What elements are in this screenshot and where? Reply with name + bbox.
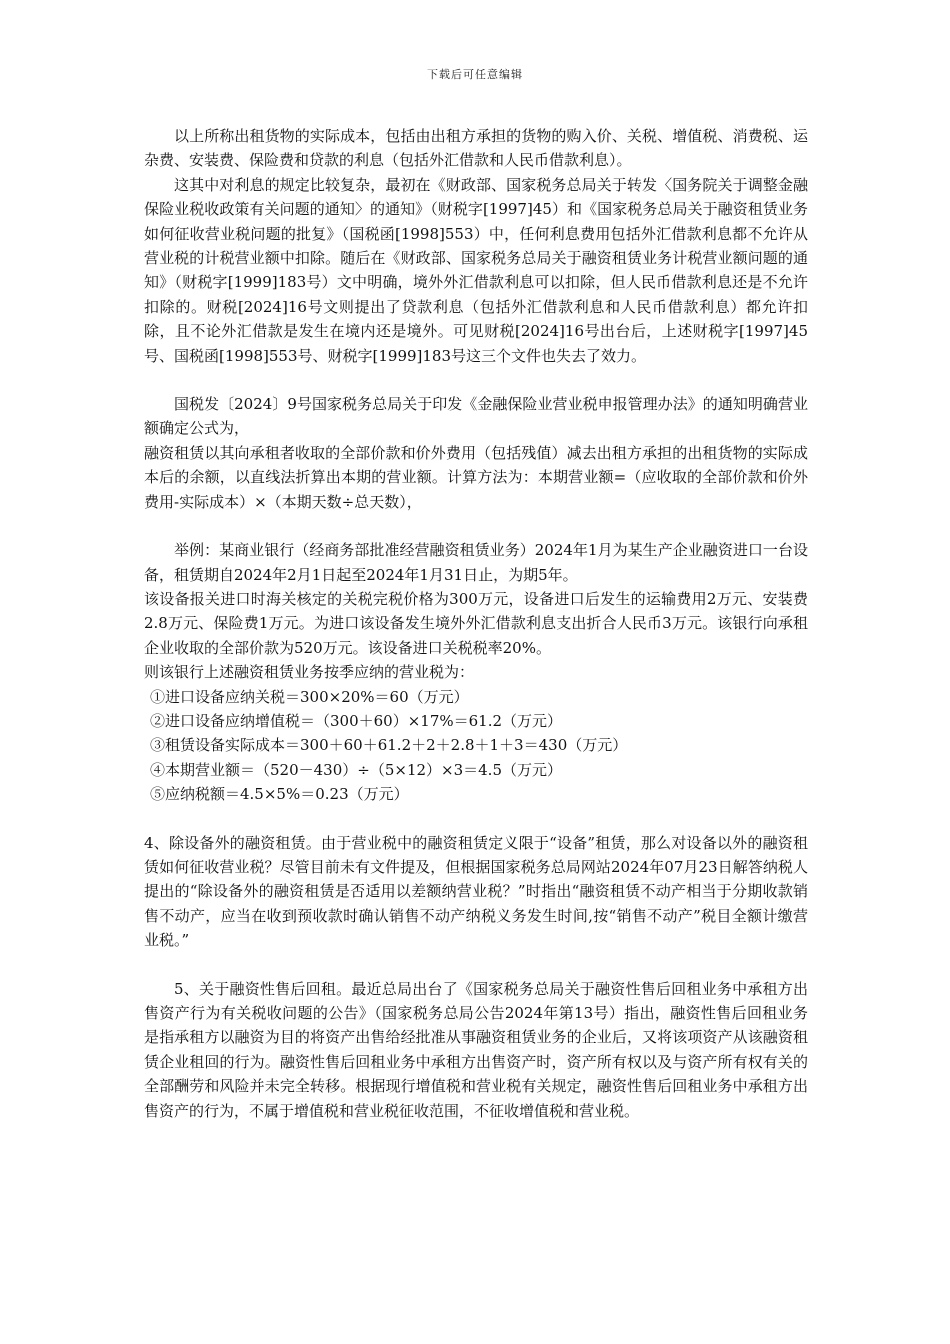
calculation-item: ②进口设备应纳增值税＝（300＋60）×17%＝61.2（万元） bbox=[150, 711, 563, 730]
paragraph-section-4: 4、除设备外的融资租赁。由于营业税中的融资租赁定义限于“设备”租赁，那么对设备以外的融资租赁如何征收营业税？尽管目前未有文件提及，但根据国家税务总局网站2024年07月23日解答纳税人提出的“除设备外的融资租赁是否适用以差额纳营业税？”时指出“融资租赁不动产相当于分期收款销售不动产，应当在收到预收款时确认销售不动产纳税义务发生时间,按“销售不动产”税目全额计缴营业税。” bbox=[144, 833, 808, 950]
spacer bbox=[144, 514, 808, 538]
page-header: 下载后可任意编辑 bbox=[427, 68, 523, 81]
calculation-item: ⑤应纳税额＝4.5×5%＝0.23（万元） bbox=[150, 785, 409, 804]
paragraph-notice: 国税发〔2024〕9号国家税务总局关于印发《金融保险业营业税申报管理办法》的通知明确营业额确定公式为， bbox=[144, 395, 808, 438]
calculation-item: ①进口设备应纳关税＝300×20%＝60（万元） bbox=[150, 687, 469, 706]
paragraph-example-details: 该设备报关进口时海关核定的关税完税价格为300万元，设备进口后发生的运输费用2万元、安装费2.8万元、保险费1万元。为进口该设备发生境外外汇借款利息支出折合人民币3万元。该银行向承租企业收取的全部价款为520万元。该设备进口关税税率20%。 bbox=[144, 589, 808, 657]
paragraph-section-5: 5、关于融资性售后回租。最近总局出台了《国家税务总局关于融资性售后回租业务中承租方出售资产行为有关税收问题的公告》（国家税务总局公告2024年第13号）指出，融资性售后回租业务是指承租方以融资为目的将资产出售给经批准从事融资租赁业务的企业后，又将该项资产从该融资租赁企业租回的行为。融资性售后回租业务中承租方出售资产时，资产所有权以及与资产所有权有关的全部酬劳和风险并未完全转移。根据现行增值税和营业税有关规定，融资性售后回租业务中承租方出售资产的行为，不属于增值税和营业税征收范围，不征收增值税和营业税。 bbox=[144, 979, 808, 1120]
paragraph-formula: 融资租赁以其向承租者收取的全部价款和价外费用（包括残值）减去出租方承担的出租货物的实际成本后的余额，以直线法折算出本期的营业额。计算方法为：本期营业额=（应收取的全部价款和价外费用-实际成本）×（本期天数÷总天数）， bbox=[144, 443, 808, 511]
paragraph-example: 举例：某商业银行（经商务部批准经营融资租赁业务）2024年1月为某生产企业融资进口一台设备，租赁期自2024年2月1日起至2024年1月31日止，为期5年。 bbox=[144, 541, 808, 584]
spacer bbox=[144, 807, 808, 831]
spacer bbox=[144, 953, 808, 977]
paragraph-interest-rules: 这其中对利息的规定比较复杂，最初在《财政部、国家税务总局关于转发〈国务院关于调整金融保险业税收政策有关问题的通知〉的通知》（财税字[1997]45）和《国家税务总局关于融资租赁业务如何征收营业税问题的批复》（国税函[1998]553）中，任何利息费用包括外汇借款利息都不允许从营业税的计税营业额中扣除。随后在《财政部、国家税务总局关于融资租赁业务计税营业额问题的通知》（财税字[1999]183号）文中明确，境外外汇借款利息可以扣除，但人民币借款利息还是不允许扣除的。财税[2024]16号文则提出了贷款利息（包括外汇借款利息和人民币借款利息）都允许扣除，且不论外汇借款是发生在境内还是境外。可见财税[2024]16号出台后，上述财税字[1997]45号、国税函[1998]553号、财税字[1999]183号这三个文件也失去了效力。 bbox=[144, 175, 808, 365]
spacer bbox=[144, 368, 808, 392]
paragraph-calculation-intro: 则该银行上述融资租赁业务按季应纳的营业税为： bbox=[144, 663, 475, 682]
paragraph-rental-cost: 以上所称出租货物的实际成本，包括由出租方承担的货物的购入价、关税、增值税、消费税、运杂费、安装费、保险费和贷款的利息（包括外汇借款和人民币借款利息）。 bbox=[144, 127, 808, 170]
calculation-item: ③租赁设备实际成本＝300＋60＋61.2＋2＋2.8＋1＋3＝430（万元） bbox=[150, 736, 628, 755]
calculation-item: ④本期营业额＝（520－430）÷（5×12）×3＝4.5（万元） bbox=[150, 760, 562, 779]
document-body bbox=[144, 124, 808, 1123]
